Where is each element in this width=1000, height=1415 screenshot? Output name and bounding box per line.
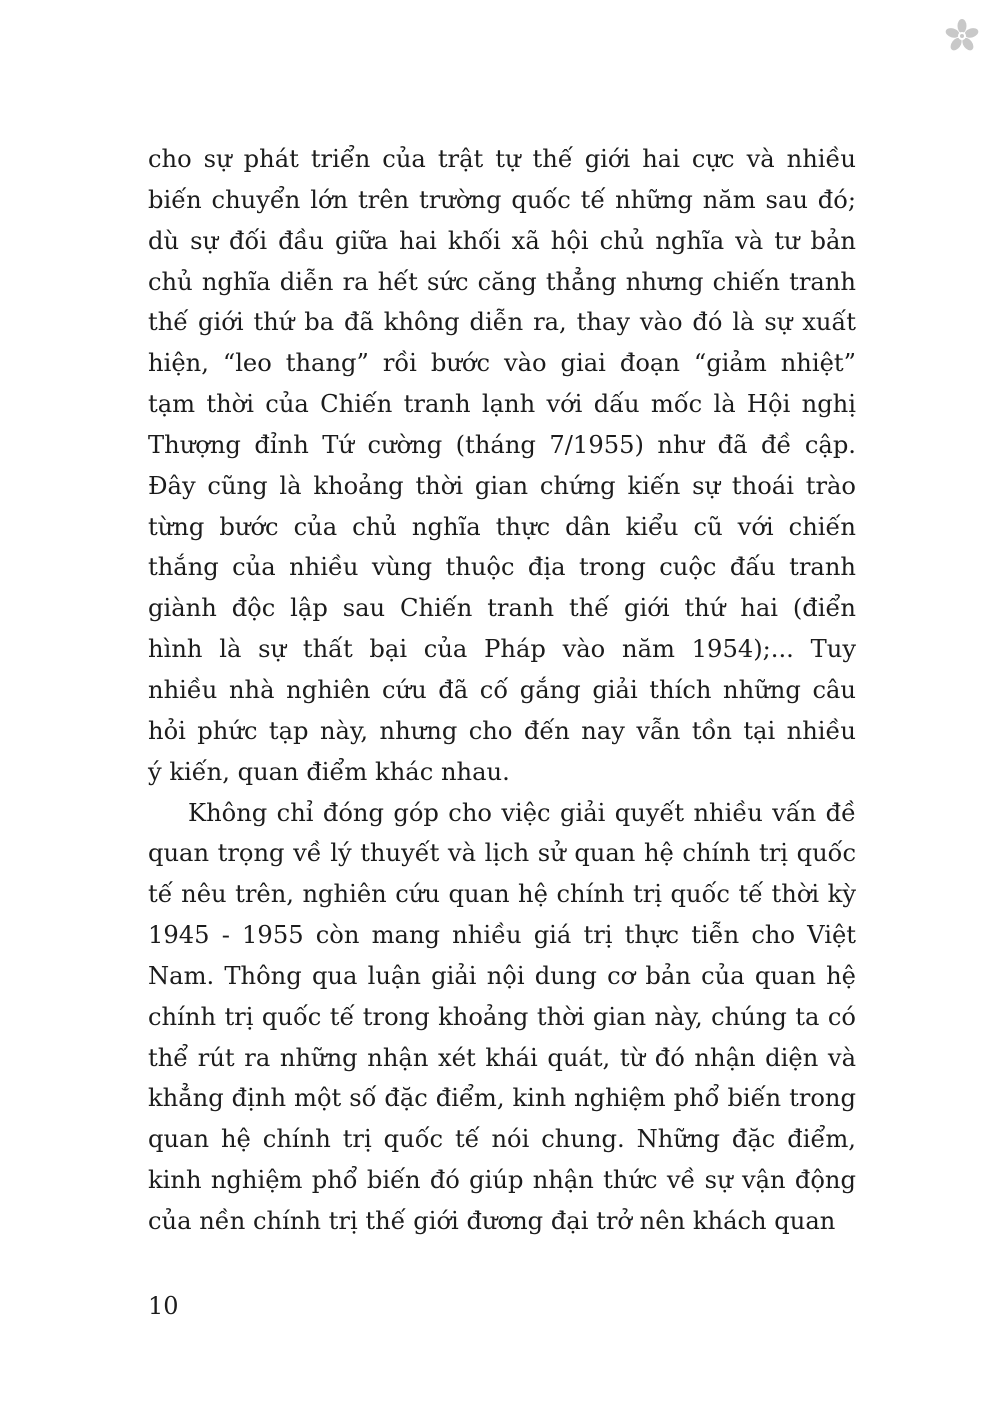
flower-icon <box>944 18 980 54</box>
text-line: quan trọng về lý thuyết và lịch sử quan hệ chính trị quốc <box>148 839 856 868</box>
text-line: Nam. Thông qua luận giải nội dung cơ bản của quan hệ <box>148 961 856 990</box>
text-line: thắng của nhiều vùng thuộc địa trong cuộc đấu tranh <box>148 553 856 582</box>
body-text <box>148 139 856 1242</box>
text-line: biến chuyển lớn trên trường quốc tế những năm sau đó; <box>148 185 856 214</box>
paragraph <box>148 139 856 793</box>
text-line: tế nêu trên, nghiên cứu quan hệ chính trị quốc tế thời kỳ <box>148 880 856 909</box>
text-line: khẳng định một số đặc điểm, kinh nghiệm phổ biến trong <box>148 1084 856 1113</box>
page-number: 10 <box>148 1292 179 1320</box>
text-line: chính trị quốc tế trong khoảng thời gian này, chúng ta có <box>148 1002 856 1031</box>
text-line: hình là sự thất bại của Pháp vào năm 1954);... Tuy <box>148 635 856 664</box>
text-line: thể rút ra những nhận xét khái quát, từ đó nhận diện và <box>148 1043 856 1072</box>
text-line: kinh nghiệm phổ biến đó giúp nhận thức về sự vận động <box>148 1166 856 1195</box>
text-line: Đây cũng là khoảng thời gian chứng kiến sự thoái trào <box>148 471 856 500</box>
text-line: từng bước của chủ nghĩa thực dân kiểu cũ với chiến <box>148 512 856 541</box>
text-line: nhiều nhà nghiên cứu đã cố gắng giải thích những câu <box>148 675 856 704</box>
text-line: của nền chính trị thế giới đương đại trở nên khách quan <box>148 1206 836 1235</box>
text-line: hiện, “leo thang” rồi bước vào giai đoạn “giảm nhiệt” <box>148 349 856 378</box>
text-line: giành độc lập sau Chiến tranh thế giới thứ hai (điển <box>148 594 856 623</box>
paragraph <box>148 793 856 1242</box>
text-line: Không chỉ đóng góp cho việc giải quyết nhiều vấn đề <box>188 798 856 827</box>
text-line: thế giới thứ ba đã không diễn ra, thay vào đó là sự xuất <box>148 308 856 337</box>
text-line: tạm thời của Chiến tranh lạnh với dấu mốc là Hội nghị <box>148 390 856 419</box>
text-line: ý kiến, quan điểm khác nhau. <box>148 757 510 786</box>
text-line: Thượng đỉnh Tứ cường (tháng 7/1955) như đã đề cập. <box>148 430 856 459</box>
text-line: hỏi phức tạp này, nhưng cho đến nay vẫn tồn tại nhiều <box>148 716 856 745</box>
text-line: cho sự phát triển của trật tự thế giới hai cực và nhiều <box>148 145 856 173</box>
text-line: quan hệ chính trị quốc tế nói chung. Những đặc điểm, <box>148 1125 856 1154</box>
text-line: chủ nghĩa diễn ra hết sức căng thẳng nhưng chiến tranh <box>148 267 856 296</box>
text-line: 1945 - 1955 còn mang nhiều giá trị thực tiễn cho Việt <box>148 921 856 950</box>
text-line: dù sự đối đầu giữa hai khối xã hội chủ nghĩa và tư bản <box>148 226 856 255</box>
